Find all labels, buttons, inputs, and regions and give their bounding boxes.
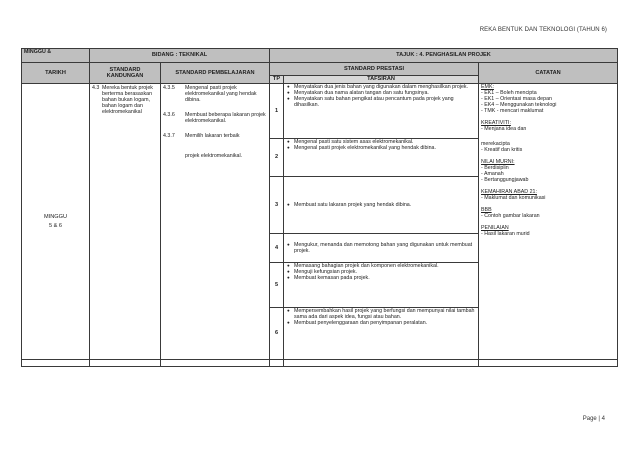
tp-cell: 3 <box>270 177 284 234</box>
tp-cell: 1 <box>270 84 284 139</box>
tafsiran-cell <box>284 263 479 308</box>
kandungan-code: 4.3 <box>92 85 100 91</box>
standard-pembelajaran-header: STANDARD PEMBELAJARAN <box>161 63 270 84</box>
catatan-line: - Maklumat dan komunikasi <box>481 195 546 202</box>
catatan-title: KEMAHIRAN ABAD 21: <box>481 189 537 196</box>
catatan-line: - Amanah <box>481 170 504 177</box>
tafsiran-item: ● Menguji kefungsian projek. <box>294 269 476 275</box>
catatan-line: - Contoh gambar lakaran <box>481 213 540 220</box>
tarikh-header: TARIKH <box>22 63 90 84</box>
catatan-cell <box>479 84 618 360</box>
page-footer: Page | 4 <box>582 416 605 422</box>
empty-cell <box>90 360 161 367</box>
tafsiran-cell <box>284 139 479 177</box>
tafsiran-item: ● Menyatakan satu bahan pengikat atau pencantum pada projek yang dihasilkan. <box>294 96 476 108</box>
standard-prestasi-header: STANDARD PRESTASI <box>270 63 479 76</box>
catatan-title: PENILAIAN <box>481 225 509 232</box>
catatan-line: - Hasil lakaran murid <box>481 231 530 238</box>
pembelajaran-text: Membuat beberapa lakaran projek elektromekanikal. <box>185 112 266 125</box>
catatan-section <box>481 189 615 201</box>
bidang-header: BIDANG : TEKNIKAL <box>90 49 270 63</box>
catatan-title: KREATIVITI: <box>481 120 511 127</box>
catatan-section <box>481 207 615 219</box>
tafsiran-item: ● Membuat satu lakaran projek yang hendak dibina. <box>294 202 476 208</box>
pembelajaran-item <box>163 85 267 103</box>
page-header: REKA BENTUK DAN TEKNOLOGI (TAHUN 6) <box>479 27 607 33</box>
catatan-section <box>481 159 615 183</box>
pembelajaran-text: Mengenal pasti projek elektromekanikal yang hendak dibina. <box>185 85 257 104</box>
pembelajaran-code: 4.3.7 <box>163 133 175 140</box>
catatan-line: - EK4 – Menggunakan teknologi <box>481 102 557 109</box>
tp-cell: 2 <box>270 139 284 177</box>
tafsiran-item: ● Mengenal pasti projek elektromekanikal yang hendak dibina. <box>294 145 476 151</box>
catatan-section <box>481 120 615 152</box>
catatan-line: - Menjana idea dan <box>481 126 527 133</box>
tafsiran-item: ● Menyatakan dua nama alatan tangan dan satu fungsinya. <box>294 90 476 96</box>
tafsiran-cell <box>284 308 479 360</box>
pembelajaran-item <box>163 112 267 124</box>
tafsiran-cell <box>284 234 479 263</box>
pembelajaran-item <box>163 133 267 159</box>
tp-header: TP <box>270 76 284 84</box>
catatan-title: NILAI MURNI: <box>481 158 515 165</box>
standard-pembelajaran-cell <box>161 84 270 360</box>
lesson-plan-table <box>21 48 618 367</box>
minggu-number: 5 & 6 <box>48 223 63 229</box>
pembelajaran-code: 4.3.6 <box>163 112 175 119</box>
tafsiran-item: ● Memasang bahagian projek dan komponen elektromekanikal. <box>294 263 476 269</box>
catatan-line: merekacipta <box>481 140 510 147</box>
standard-kandungan-header: STANDARD KANDUNGAN <box>90 63 161 84</box>
tajuk-header: TAJUK : 4. PENGHASILAN PROJEK <box>270 49 618 63</box>
empty-cell <box>284 360 479 367</box>
tafsiran-item: ● Mengenal pasti satu sistem asas elektromekanikal. <box>294 139 476 145</box>
tp-cell: 4 <box>270 234 284 263</box>
tafsiran-item: ● Membuat penyelenggaraan dan penyimpanan peralatan. <box>294 320 476 326</box>
pembelajaran-text: Memilih lakaran terbaik <box>185 133 240 140</box>
empty-cell <box>270 360 284 367</box>
empty-cell <box>22 360 90 367</box>
empty-cell <box>479 360 618 367</box>
catatan-title: BBB <box>481 207 492 214</box>
catatan-section <box>481 225 615 237</box>
catatan-line: - Kreatif dan kritis <box>481 146 523 153</box>
catatan-line: - Berdisiplin <box>481 164 509 171</box>
pembelajaran-text-continued: projek elektromekanikal. <box>185 153 243 160</box>
tafsiran-cell <box>284 177 479 234</box>
tafsiran-item: ● Menyatakan dua jenis bahan yang digunakan dalam menghasilkan projek. <box>294 84 476 90</box>
catatan-line: - Bertanggungjawab <box>481 176 529 183</box>
tp-cell: 5 <box>270 263 284 308</box>
pembelajaran-code: 4.3.5 <box>163 85 175 91</box>
minggu-cell <box>22 84 90 360</box>
catatan-section <box>481 84 615 114</box>
catatan-line: - TMK - mencari maklumat <box>481 108 544 115</box>
catatan-header: CATATAN <box>479 63 618 84</box>
minggu-header: MINGGU & <box>22 49 90 63</box>
tafsiran-item: ● Membuat kemasan pada projek. <box>294 275 476 281</box>
tafsiran-cell <box>284 84 479 139</box>
catatan-title: EMK: <box>481 84 494 90</box>
catatan-line: - EK1 – Orientasi masa depan <box>481 96 552 103</box>
tafsiran-item: ● Mengukur, menanda dan memotong bahan yang digunakan untuk membuat projek. <box>294 242 476 254</box>
empty-cell <box>161 360 270 367</box>
standard-kandungan-cell <box>90 84 161 360</box>
tafsiran-header: TAFSIRAN <box>284 76 479 84</box>
catatan-line: - EK1 – Boleh mencipta <box>481 90 537 97</box>
tp-cell: 6 <box>270 308 284 360</box>
tafsiran-item: ● Mempersembahkan hasil projek yang berfungsi dan mempunyai nilai tambah sama ada dari aspek idea, fungsi atau bahan. <box>294 308 476 320</box>
minggu-label: MINGGU <box>44 213 67 220</box>
kandungan-text: Mereka bentuk projek berterma berasaskan bahan bukan logam, bahan logam dan elektromekanikal <box>102 85 153 116</box>
